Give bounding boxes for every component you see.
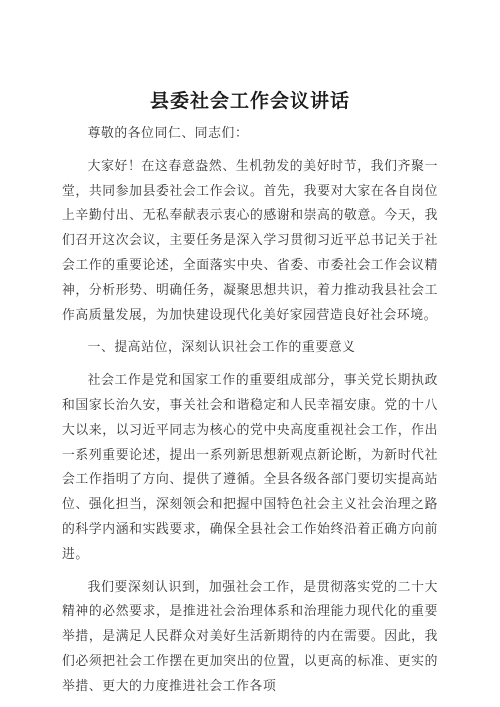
document-body [62,122,438,700]
salutation: 尊敬的各位同仁、同志们： [87,126,249,141]
section-heading-1: 一、提高站位，深刻认识社会工作的重要意义 [87,340,356,356]
paragraph-awareness: 我们要深刻认识到，加强社会工作，是贯彻落实党的二十大精神的必然要求，是推进社会治理体系和治理能力现代化的重要举措，是满足人民群众对美好生活新期待的内在需要。因此，我们必须把社会工作摆在更加突出的位置，以更高的标准、更实的举措、更大的力度推进社会工作各项 [62,579,438,694]
document-title: 县委社会工作会议讲话 [149,90,350,112]
paragraph-opening: 大家好！在这春意盎然、生机勃发的美好时节，我们齐聚一堂，共同参加县委社会工作会议。首先，我要对大家在各自岗位上辛勤付出、无私奉献表示衷心的感谢和崇高的敬意。今天，我们召开这次会议，主要任务是深入学习贯彻习近平总书记关于社会工作的重要论述，全面落实中央、省委、市委社会工作会议精神，分析形势、明确任务，凝聚思想共识，着力推动我县社会工作高质量发展，为加快建设现代化美好家园营造良好社会环境。 [62,158,438,323]
paragraph-significance: 社会工作是党和国家工作的重要组成部分，事关党长期执政和国家长治久安，事关社会和谐稳定和人民幸福安康。党的十八大以来，以习近平同志为核心的党中央高度重视社会工作，作出一系列重要论述，提出一系列新思想新观点新论断，为新时代社会工作指明了方向、提供了遵循。全县各级各部门要切实提高站位、强化担当，深刻领会和把握中国特色社会主义社会治理之路的科学内涵和实践要求，确保全县社会工作始终沿着正确方向前进。 [62,373,438,562]
